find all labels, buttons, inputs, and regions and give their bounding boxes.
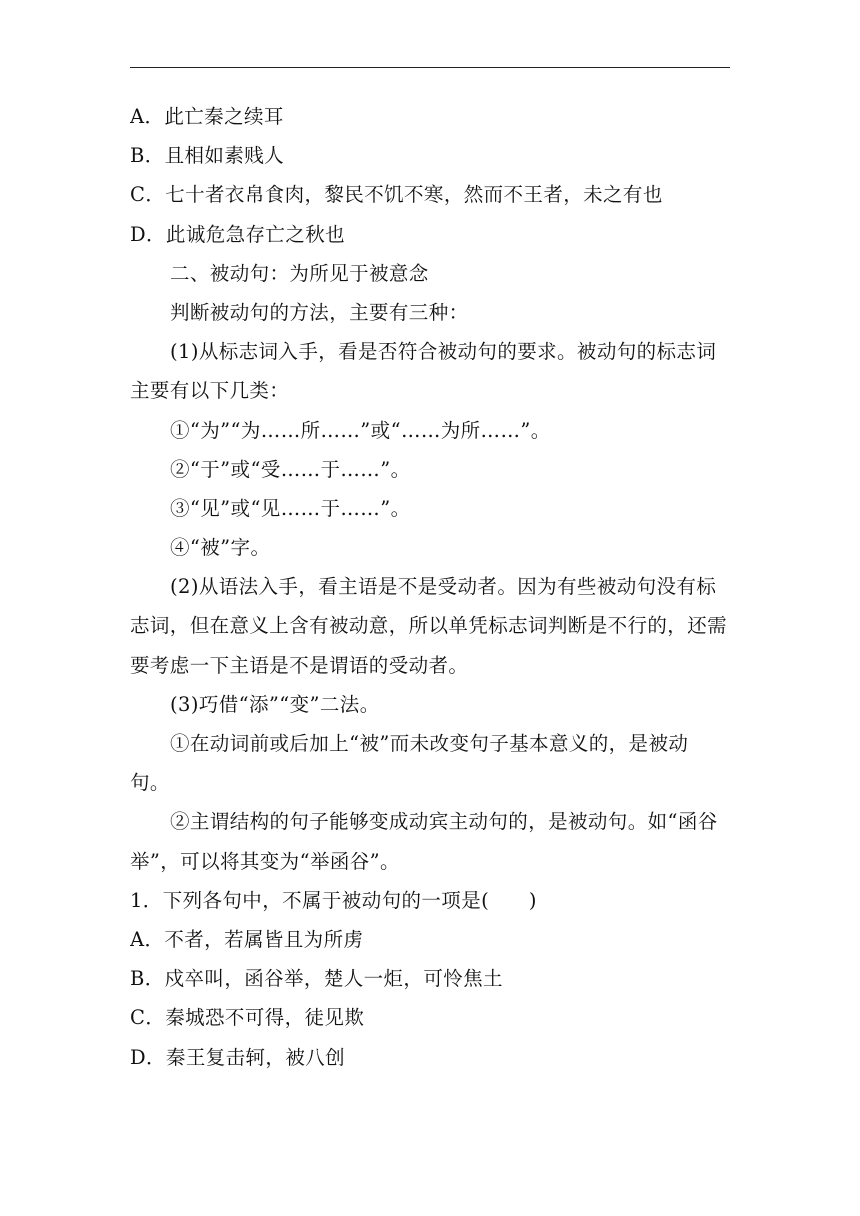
method3-point1-line1: ①在动词前或后加上“被”而未改变句子基本意义的，是被动 — [170, 732, 689, 755]
method3-title: (3)巧借“添”“变”二法。 — [170, 692, 380, 716]
method3-point2-line1: ②主谓结构的句子能够变成动宾主动句的，是被动句。如“函谷 — [170, 810, 718, 834]
method1-line1: (1)从标志词入手，看是否符合被动句的要求。被动句的标志词 — [170, 340, 717, 364]
question-option: A．不者，若属皆且为所虏 — [130, 927, 364, 951]
marker-item: ②“于”或“受……于……”。 — [170, 457, 411, 481]
marker-item: ④“被”字。 — [170, 536, 271, 560]
method3-point1-line2: 句。 — [130, 771, 170, 795]
methods-intro: 判断被动句的方法，主要有三种： — [170, 300, 469, 324]
marker-item: ①“为”“为……所……”或“……为所……”。 — [170, 418, 551, 442]
question-stem: 1．下列各句中，不属于被动句的一项是( ) — [130, 888, 537, 912]
method2-line1: (2)从语法入手，看主语是不是受动者。因为有些被动句没有标 — [170, 575, 717, 599]
question-option: C．秦城恐不可得，徒见欺 — [130, 1006, 365, 1030]
option-line: D．此诚危急存亡之秋也 — [130, 222, 346, 246]
option-line: B．且相如素贱人 — [130, 144, 285, 168]
section-heading: 二、被动句：为所见于被意念 — [170, 261, 429, 285]
question-option: B．戍卒叫，函谷举，楚人一炬，可怜焦土 — [130, 967, 503, 991]
method3-point2-line2: 举”，可以将其变为“举函谷”。 — [130, 849, 400, 873]
method2-line2: 志词，但在意义上含有被动意，所以单凭标志词判断是不行的，还需 — [130, 614, 728, 638]
document-body — [130, 97, 730, 1077]
header-rule — [130, 67, 730, 68]
method1-line2: 主要有以下几类： — [130, 379, 290, 403]
marker-item: ③“见”或“见……于……”。 — [170, 496, 411, 520]
option-line: C．七十者衣帛食肉，黎民不饥不寒，然而不王者，未之有也 — [130, 183, 663, 207]
method2-line3: 要考虑一下主语是不是谓语的受动者。 — [130, 653, 469, 677]
question-option: D．秦王复击轲，被八创 — [130, 1045, 346, 1069]
option-line: A．此亡秦之续耳 — [130, 105, 284, 128]
